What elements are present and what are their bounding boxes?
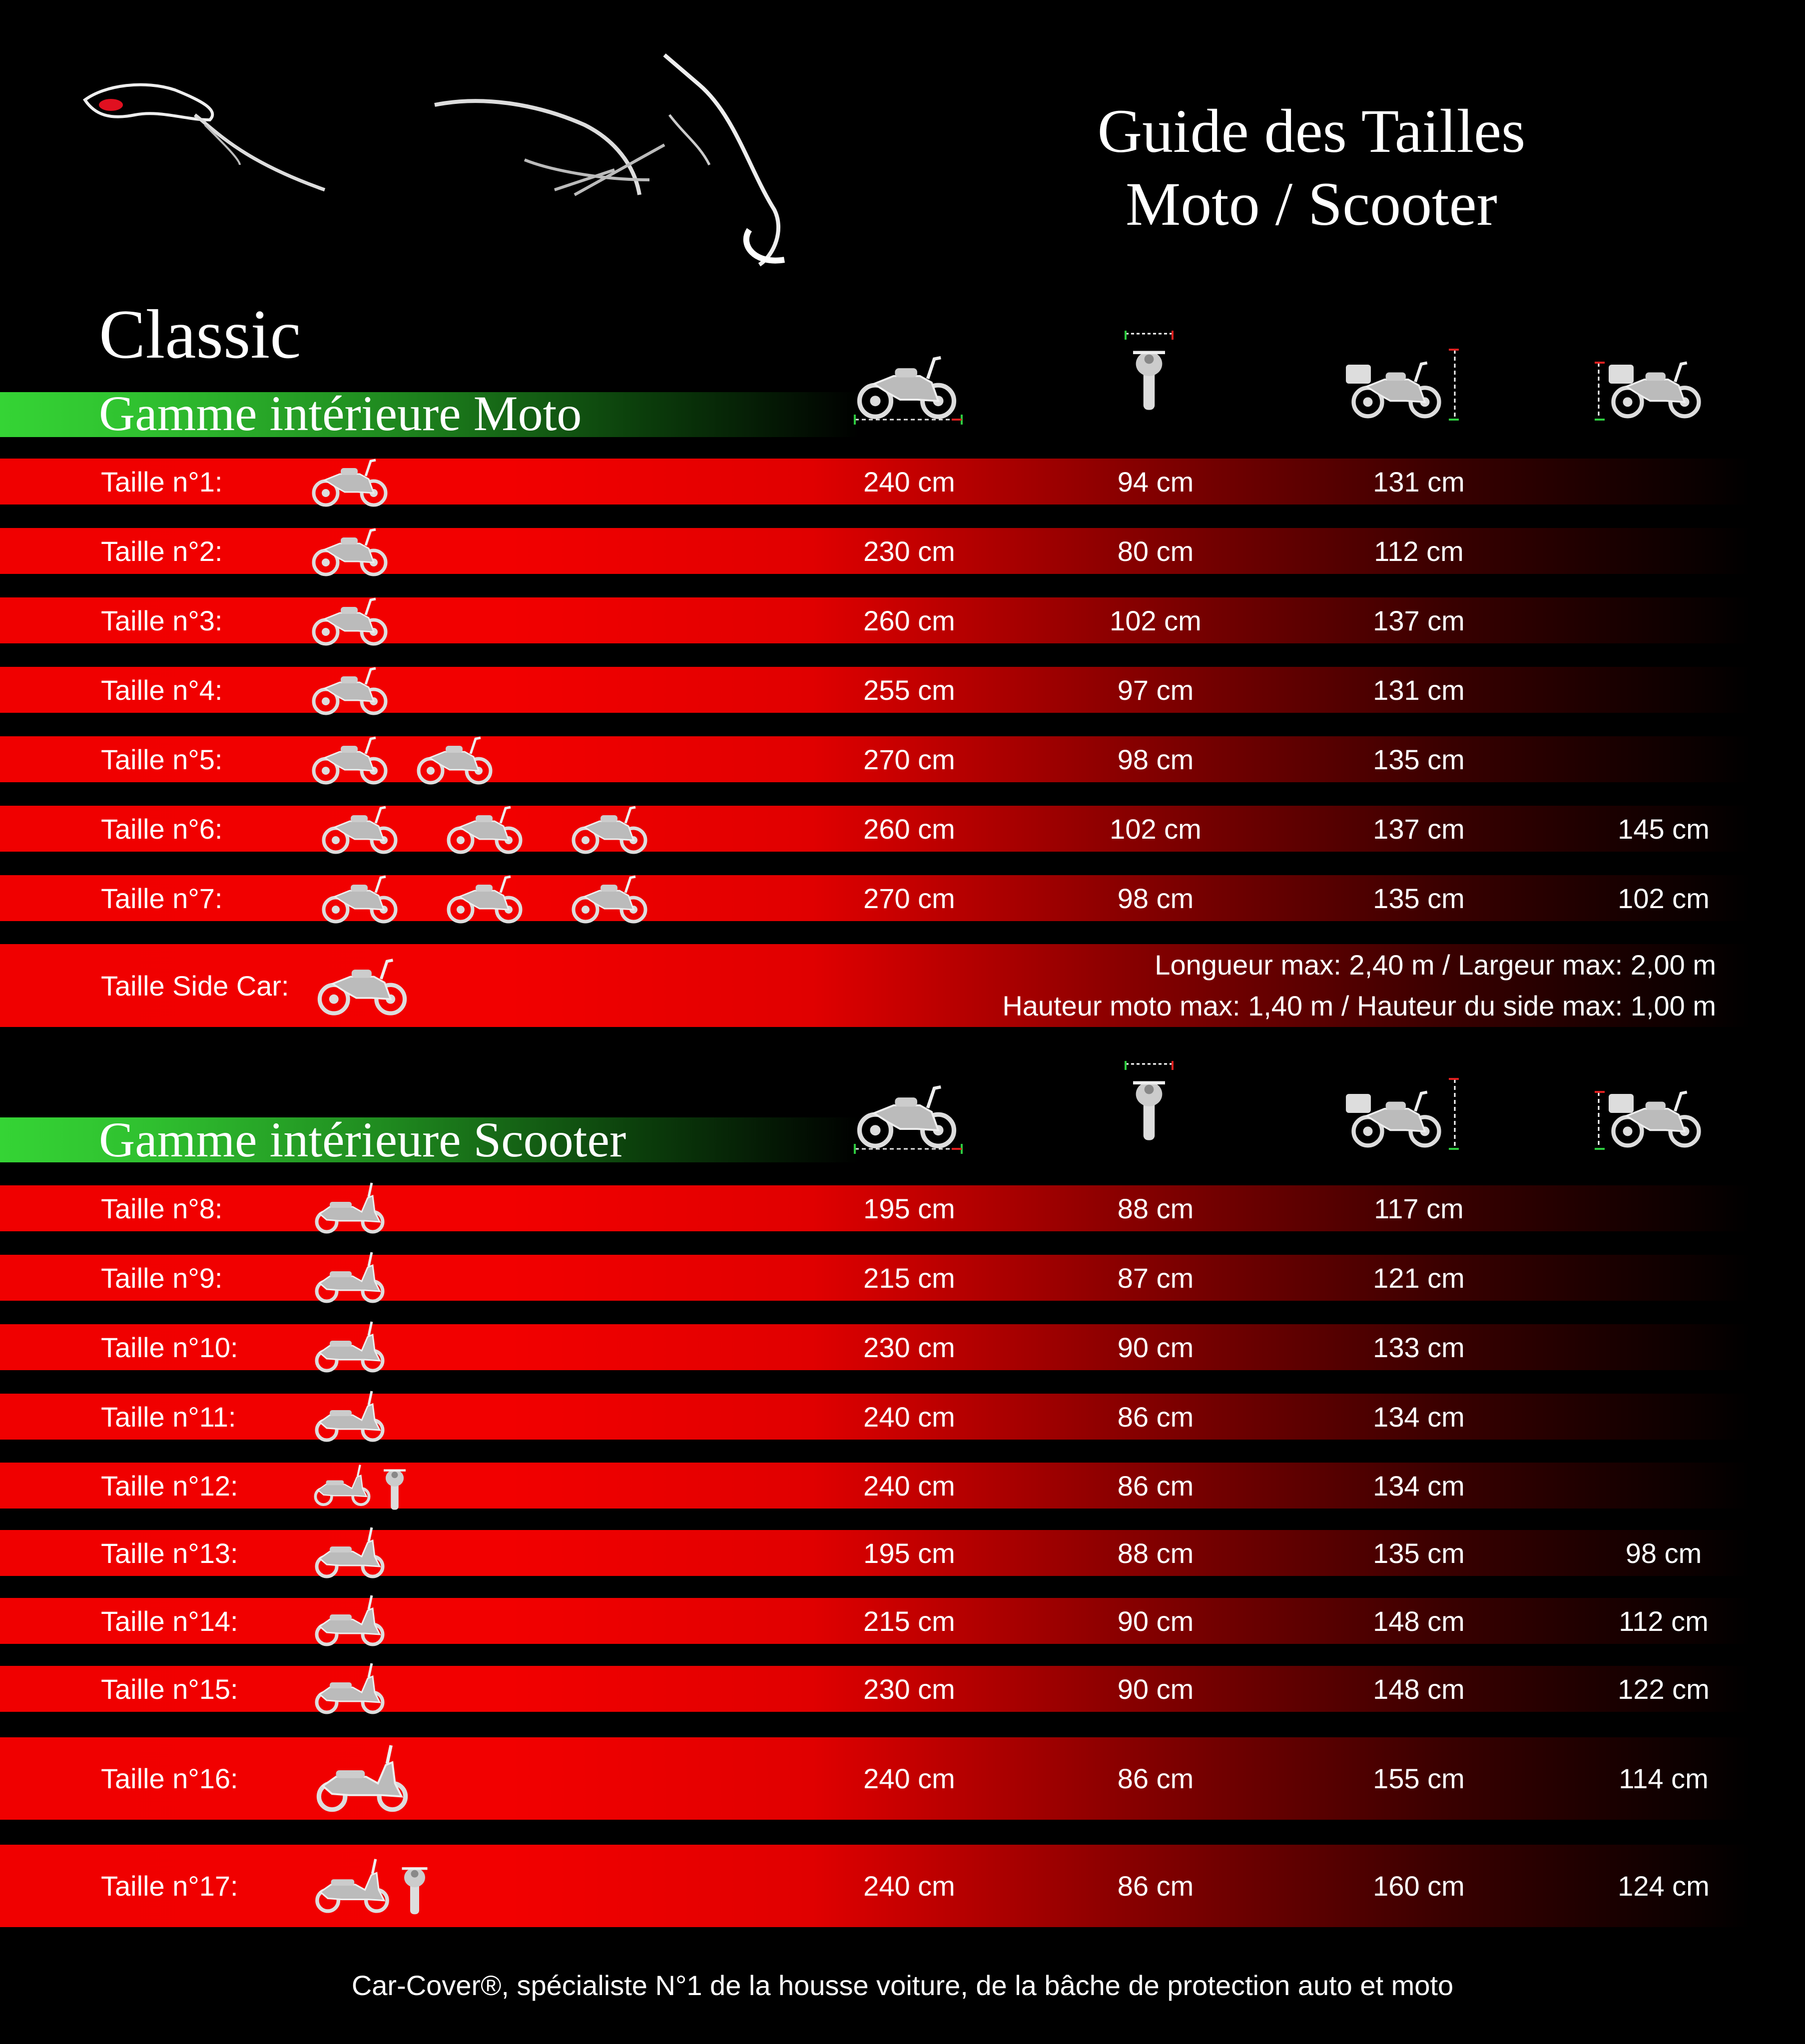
topcase-height-value bbox=[1614, 1185, 1714, 1231]
height-value: 131 cm bbox=[1373, 466, 1465, 498]
width-value: 90 cm bbox=[1117, 1331, 1194, 1363]
touring-motorcycle-icon bbox=[310, 593, 390, 648]
size-label: Taille n°1: bbox=[101, 466, 223, 498]
width-value: 80 cm bbox=[1117, 535, 1194, 567]
size-label: Taille n°17: bbox=[101, 1870, 238, 1902]
size-row[interactable] bbox=[0, 1394, 1805, 1440]
topcase-height-value bbox=[1614, 1255, 1714, 1301]
topcase-height-value bbox=[1614, 736, 1714, 782]
scooter-icon bbox=[310, 1250, 390, 1305]
scooter-thumbnails bbox=[310, 1185, 390, 1231]
sidecar-thumbnails bbox=[310, 944, 415, 1027]
scooter-thumbnails bbox=[310, 1324, 390, 1370]
motorcycle-height-with-topcase-icon bbox=[1344, 1074, 1459, 1159]
topcase-height-value: 124 cm bbox=[1618, 1870, 1710, 1902]
motorcycle-thumbnails bbox=[310, 597, 390, 643]
topcase-height-value bbox=[1614, 528, 1714, 574]
touring-bagger-motorcycle-icon bbox=[435, 871, 535, 926]
bagger-motorcycle-icon bbox=[310, 871, 410, 926]
size-row[interactable] bbox=[0, 806, 1805, 852]
size-label: Taille n°7: bbox=[101, 882, 223, 914]
scooter-thumbnails bbox=[310, 1255, 390, 1301]
length-value: 240 cm bbox=[863, 1763, 955, 1794]
scooter-thumbnails bbox=[310, 1845, 430, 1927]
topcase-height-value: 114 cm bbox=[1619, 1763, 1709, 1794]
size-label: Taille n°15: bbox=[101, 1673, 238, 1705]
size-label: Taille n°13: bbox=[101, 1537, 238, 1569]
motorcycle-thumbnails bbox=[310, 667, 390, 713]
height-value: 155 cm bbox=[1373, 1763, 1465, 1794]
size-label: Taille n°14: bbox=[101, 1605, 238, 1637]
width-value: 102 cm bbox=[1110, 813, 1202, 845]
size-row[interactable] bbox=[0, 1530, 1805, 1576]
three-wheel-scooter-front-icon bbox=[400, 1851, 430, 1921]
height-value: 137 cm bbox=[1373, 813, 1465, 845]
height-value: 121 cm bbox=[1373, 1262, 1465, 1294]
height-value: 135 cm bbox=[1373, 743, 1465, 775]
scooter-thumbnails bbox=[310, 1666, 390, 1712]
sidecar-row[interactable] bbox=[0, 944, 1805, 1027]
motorcycle-topcase-height-icon bbox=[1594, 1074, 1709, 1159]
size-label: Taille n°3: bbox=[101, 604, 223, 636]
title-line-2: Moto / Scooter bbox=[1126, 170, 1497, 238]
topcase-height-value bbox=[1614, 459, 1714, 505]
width-value: 86 cm bbox=[1117, 1470, 1194, 1502]
size-label: Taille n°9: bbox=[101, 1262, 223, 1294]
size-row[interactable] bbox=[0, 667, 1805, 713]
three-wheel-scooter-topcase-icon bbox=[310, 1851, 395, 1921]
range-title: Classic bbox=[99, 296, 301, 373]
maxi-scooter-topcase-icon bbox=[310, 1741, 415, 1816]
size-label: Taille n°2: bbox=[101, 535, 223, 567]
size-row[interactable] bbox=[0, 1666, 1805, 1712]
size-label: Taille n°5: bbox=[101, 743, 223, 775]
goldwing-motorcycle-icon bbox=[560, 871, 659, 926]
size-label: Taille n°4: bbox=[101, 674, 223, 706]
length-value: 195 cm bbox=[863, 1192, 955, 1224]
length-value: 195 cm bbox=[863, 1537, 955, 1569]
three-wheel-scooter-front-icon bbox=[380, 1458, 410, 1513]
topcase-height-value bbox=[1614, 1324, 1714, 1370]
width-value: 102 cm bbox=[1110, 604, 1202, 636]
scooter-thumbnails bbox=[310, 1598, 390, 1644]
topcase-motorcycle-icon bbox=[560, 801, 659, 856]
height-value: 160 cm bbox=[1373, 1870, 1465, 1902]
three-wheel-scooter-icon bbox=[310, 1458, 375, 1513]
length-value: 215 cm bbox=[863, 1262, 955, 1294]
maxi-scooter-icon bbox=[310, 1389, 390, 1444]
size-row[interactable] bbox=[0, 1737, 1805, 1820]
length-value: 230 cm bbox=[863, 1331, 955, 1363]
motorcycle-topcase-height-icon bbox=[1594, 345, 1709, 430]
size-row[interactable] bbox=[0, 1324, 1805, 1370]
width-value: 86 cm bbox=[1117, 1763, 1194, 1794]
height-value: 131 cm bbox=[1373, 674, 1465, 706]
motorcycle-length-icon bbox=[852, 345, 967, 430]
size-row[interactable] bbox=[0, 459, 1805, 505]
width-value: 88 cm bbox=[1117, 1537, 1194, 1569]
cruiser-windshield-motorcycle-icon bbox=[415, 732, 495, 787]
scooter-topcase-icon bbox=[310, 1526, 390, 1580]
length-value: 240 cm bbox=[863, 1401, 955, 1433]
size-row[interactable] bbox=[0, 1185, 1805, 1231]
adventure-motorcycle-icon bbox=[310, 801, 410, 856]
scooter-thumbnails bbox=[310, 1463, 410, 1509]
height-value: 148 cm bbox=[1373, 1673, 1465, 1705]
topcase-height-value: 122 cm bbox=[1618, 1673, 1710, 1705]
size-row[interactable] bbox=[0, 528, 1805, 574]
height-value: 148 cm bbox=[1373, 1605, 1465, 1637]
length-value: 270 cm bbox=[863, 882, 955, 914]
length-value: 240 cm bbox=[863, 1470, 955, 1502]
motorcycle-thumbnails bbox=[310, 459, 390, 505]
length-value: 230 cm bbox=[863, 535, 955, 567]
sport-motorcycle-icon bbox=[310, 454, 390, 509]
sidecar-icon bbox=[310, 953, 415, 1018]
width-value: 97 cm bbox=[1117, 674, 1194, 706]
size-label: Taille n°8: bbox=[101, 1192, 223, 1224]
height-value: 134 cm bbox=[1373, 1470, 1465, 1502]
width-value: 94 cm bbox=[1117, 466, 1194, 498]
guide-title bbox=[1024, 95, 1599, 241]
motorcycle-height-with-topcase-icon bbox=[1344, 345, 1459, 430]
width-value: 90 cm bbox=[1117, 1673, 1194, 1705]
height-value: 135 cm bbox=[1373, 882, 1465, 914]
height-value: 133 cm bbox=[1373, 1331, 1465, 1363]
height-value: 135 cm bbox=[1373, 1537, 1465, 1569]
cruiser-motorcycle-icon bbox=[310, 732, 390, 787]
motorcycle-width-icon bbox=[1092, 1060, 1206, 1145]
topcase-height-value bbox=[1614, 1463, 1714, 1509]
custom-motorcycle-icon bbox=[310, 662, 390, 717]
length-value: 215 cm bbox=[863, 1605, 955, 1637]
size-row[interactable] bbox=[0, 1255, 1805, 1301]
scooter-topcase-icon bbox=[310, 1661, 390, 1716]
scooter-thumbnails bbox=[310, 1737, 415, 1820]
motorcycle-thumbnails bbox=[310, 736, 495, 782]
length-value: 230 cm bbox=[863, 1673, 955, 1705]
motorcycle-width-icon bbox=[1092, 330, 1206, 415]
size-label: Taille n°6: bbox=[101, 813, 223, 845]
topcase-height-value bbox=[1614, 597, 1714, 643]
topcase-height-value: 112 cm bbox=[1619, 1605, 1709, 1637]
width-value: 88 cm bbox=[1117, 1192, 1194, 1224]
length-value: 240 cm bbox=[863, 1870, 955, 1902]
sidecar-label: Taille Side Car: bbox=[101, 970, 289, 1002]
footer-tagline: Car-Cover®, spécialiste N°1 de la housse voiture, de la bâche de protection auto et moto bbox=[351, 1970, 1454, 2001]
width-value: 90 cm bbox=[1117, 1605, 1194, 1637]
sidecar-dimensions bbox=[1002, 944, 1716, 1027]
size-label: Taille n°11: bbox=[101, 1401, 236, 1433]
title-line-1: Guide des Tailles bbox=[1097, 97, 1526, 165]
sidecar-line-2: Hauteur moto max: 1,40 m / Hauteur du side max: 1,00 m bbox=[1002, 990, 1716, 1022]
size-row[interactable] bbox=[0, 1598, 1805, 1644]
size-label: Taille n°10: bbox=[101, 1331, 238, 1363]
height-value: 137 cm bbox=[1373, 604, 1465, 636]
size-label: Taille n°12: bbox=[101, 1470, 238, 1502]
size-label: Taille n°16: bbox=[101, 1763, 238, 1794]
scooter-icon bbox=[310, 1181, 390, 1236]
topcase-height-value: 145 cm bbox=[1618, 813, 1710, 845]
sidecar-line-1: Longueur max: 2,40 m / Largeur max: 2,00 m bbox=[1155, 949, 1716, 981]
width-value: 86 cm bbox=[1117, 1870, 1194, 1902]
motorcycle-length-icon bbox=[852, 1074, 967, 1159]
width-value: 98 cm bbox=[1117, 882, 1194, 914]
size-row[interactable] bbox=[0, 1845, 1805, 1927]
topcase-height-value bbox=[1614, 1394, 1714, 1440]
length-value: 270 cm bbox=[863, 743, 955, 775]
width-value: 86 cm bbox=[1117, 1401, 1194, 1433]
roadster-motorcycle-icon bbox=[310, 523, 390, 578]
scooter-thumbnails bbox=[310, 1530, 390, 1576]
moto-section-title: Gamme intérieure Moto bbox=[99, 386, 582, 441]
hero-motorcycle-image bbox=[75, 45, 824, 275]
scooter-thumbnails bbox=[310, 1394, 390, 1440]
topcase-height-value: 98 cm bbox=[1625, 1537, 1702, 1569]
length-value: 260 cm bbox=[863, 604, 955, 636]
width-value: 87 cm bbox=[1117, 1262, 1194, 1294]
size-row[interactable] bbox=[0, 1463, 1805, 1509]
height-value: 134 cm bbox=[1373, 1401, 1465, 1433]
size-row[interactable] bbox=[0, 597, 1805, 643]
height-value: 112 cm bbox=[1374, 535, 1464, 567]
scooter-section-title: Gamme intérieure Scooter bbox=[99, 1112, 626, 1167]
scooter-topcase-icon bbox=[310, 1593, 390, 1648]
length-value: 260 cm bbox=[863, 813, 955, 845]
scooter-icon bbox=[310, 1320, 390, 1375]
topcase-height-value bbox=[1614, 667, 1714, 713]
width-value: 98 cm bbox=[1117, 743, 1194, 775]
size-row[interactable] bbox=[0, 875, 1805, 921]
length-value: 240 cm bbox=[863, 466, 955, 498]
topcase-height-value: 102 cm bbox=[1618, 882, 1710, 914]
motorcycle-thumbnails bbox=[310, 875, 659, 921]
motorcycle-thumbnails bbox=[310, 528, 390, 574]
size-row[interactable] bbox=[0, 736, 1805, 782]
motorcycle-thumbnails bbox=[310, 806, 659, 852]
touring-luggage-motorcycle-icon bbox=[435, 801, 535, 856]
length-value: 255 cm bbox=[863, 674, 955, 706]
height-value: 117 cm bbox=[1374, 1192, 1464, 1224]
